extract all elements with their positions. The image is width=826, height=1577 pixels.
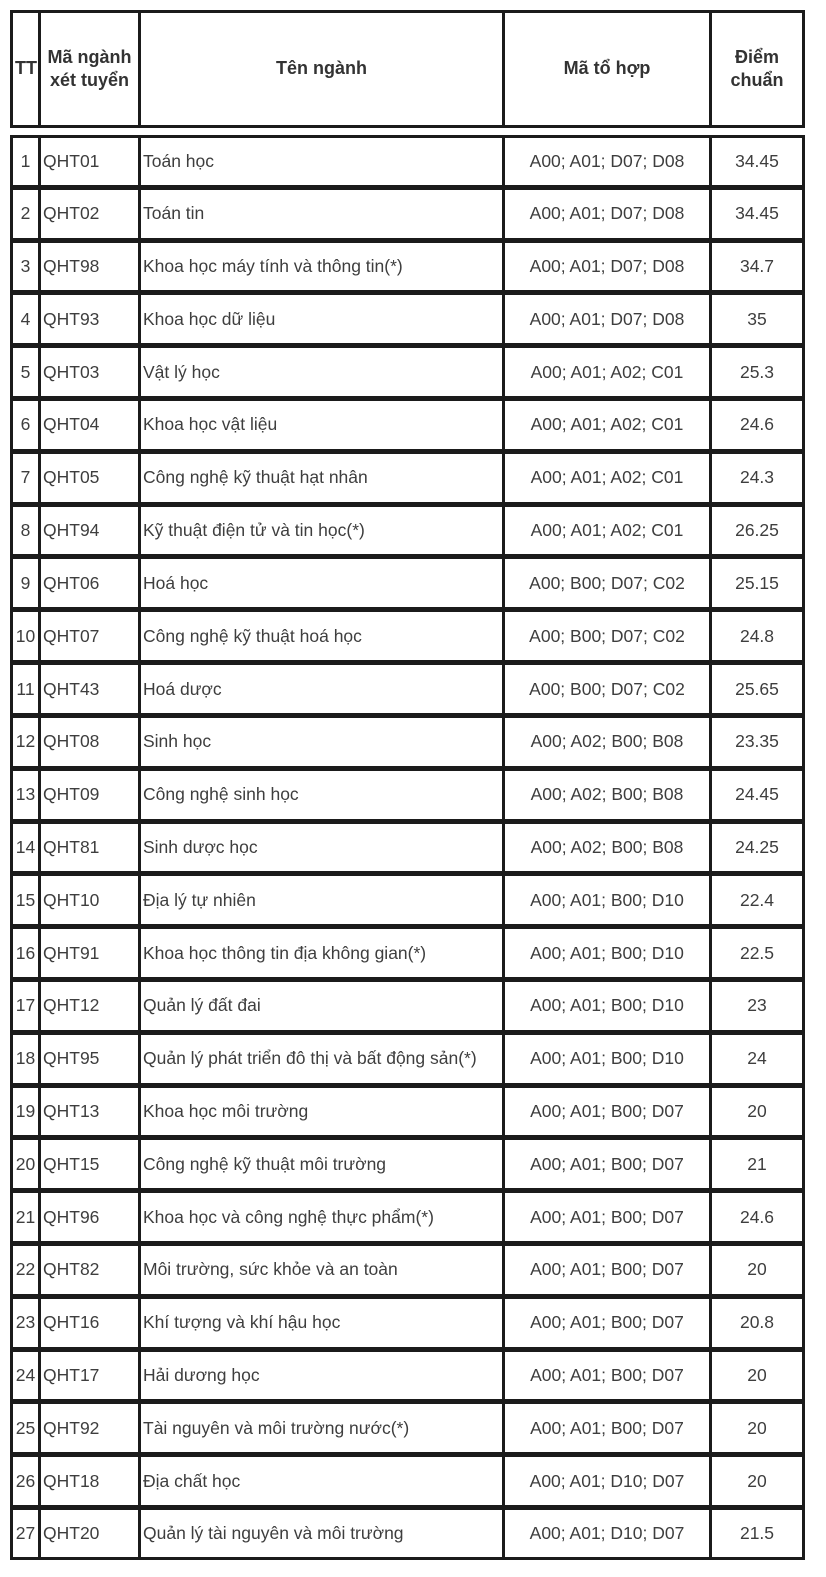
cell-tt: 20	[12, 1138, 40, 1191]
cell-major-name: Khí tượng và khí hậu học	[140, 1296, 504, 1349]
table-row	[12, 1402, 804, 1455]
cell-benchmark-score: 25.15	[711, 557, 804, 610]
cell-subject-combo: A00; A01; B00; D10	[504, 979, 711, 1032]
cell-major-code: QHT07	[40, 610, 140, 663]
cell-major-code: QHT82	[40, 1244, 140, 1297]
cell-major-name: Vật lý học	[140, 346, 504, 399]
cell-major-name: Khoa học môi trường	[140, 1085, 504, 1138]
admission-scores-table	[10, 10, 802, 1560]
cell-subject-combo: A00; A02; B00; B08	[504, 768, 711, 821]
table-row	[12, 1191, 804, 1244]
cell-major-name: Khoa học và công nghệ thực phẩm(*)	[140, 1191, 504, 1244]
cell-major-code: QHT04	[40, 399, 140, 452]
cell-major-name: Công nghệ kỹ thuật hạt nhân	[140, 451, 504, 504]
cell-tt: 17	[12, 979, 40, 1032]
table-row	[12, 240, 804, 293]
cell-subject-combo: A00; B00; D07; C02	[504, 557, 711, 610]
cell-tt: 6	[12, 399, 40, 452]
cell-subject-combo: A00; A02; B00; B08	[504, 821, 711, 874]
cell-major-code: QHT93	[40, 293, 140, 346]
table-row	[12, 504, 804, 557]
cell-benchmark-score: 20.8	[711, 1296, 804, 1349]
cell-benchmark-score: 24.3	[711, 451, 804, 504]
cell-tt: 1	[12, 137, 40, 188]
cell-major-code: QHT98	[40, 240, 140, 293]
column-header-name: Tên ngành	[140, 12, 504, 127]
table-row	[12, 1508, 804, 1559]
cell-major-name: Khoa học thông tin địa không gian(*)	[140, 927, 504, 980]
cell-benchmark-score: 25.65	[711, 663, 804, 716]
cell-major-name: Kỹ thuật điện tử và tin học(*)	[140, 504, 504, 557]
cell-major-code: QHT02	[40, 187, 140, 240]
cell-tt: 15	[12, 874, 40, 927]
cell-benchmark-score: 26.25	[711, 504, 804, 557]
cell-tt: 22	[12, 1244, 40, 1297]
cell-tt: 5	[12, 346, 40, 399]
cell-subject-combo: A00; A01; A02; C01	[504, 399, 711, 452]
cell-major-name: Tài nguyên và môi trường nước(*)	[140, 1402, 504, 1455]
cell-major-code: QHT17	[40, 1349, 140, 1402]
cell-tt: 14	[12, 821, 40, 874]
table-row	[12, 1138, 804, 1191]
cell-tt: 11	[12, 663, 40, 716]
cell-subject-combo: A00; A01; D07; D08	[504, 293, 711, 346]
cell-major-name: Công nghệ kỹ thuật môi trường	[140, 1138, 504, 1191]
cell-subject-combo: A00; A01; B00; D07	[504, 1402, 711, 1455]
cell-benchmark-score: 34.45	[711, 187, 804, 240]
table-row	[12, 1455, 804, 1508]
cell-benchmark-score: 24.25	[711, 821, 804, 874]
cell-tt: 23	[12, 1296, 40, 1349]
cell-tt: 9	[12, 557, 40, 610]
cell-benchmark-score: 24.8	[711, 610, 804, 663]
column-header-score: Điểm chuẩn	[711, 12, 804, 127]
cell-major-code: QHT96	[40, 1191, 140, 1244]
cell-tt: 3	[12, 240, 40, 293]
table-row	[12, 137, 804, 188]
table-row	[12, 293, 804, 346]
cell-tt: 21	[12, 1191, 40, 1244]
cell-benchmark-score: 22.5	[711, 927, 804, 980]
cell-major-name: Công nghệ kỹ thuật hoá học	[140, 610, 504, 663]
table-row	[12, 979, 804, 1032]
cell-subject-combo: A00; A01; B00; D07	[504, 1244, 711, 1297]
cell-major-code: QHT03	[40, 346, 140, 399]
cell-subject-combo: A00; A01; B00; D10	[504, 1032, 711, 1085]
cell-tt: 2	[12, 187, 40, 240]
cell-subject-combo: A00; A01; D07; D08	[504, 187, 711, 240]
table-row	[12, 663, 804, 716]
cell-tt: 10	[12, 610, 40, 663]
cell-subject-combo: A00; A01; D10; D07	[504, 1455, 711, 1508]
cell-major-code: QHT18	[40, 1455, 140, 1508]
table-row	[12, 187, 804, 240]
cell-major-code: QHT81	[40, 821, 140, 874]
table-row	[12, 874, 804, 927]
cell-benchmark-score: 25.3	[711, 346, 804, 399]
cell-major-name: Hải dương học	[140, 1349, 504, 1402]
table-row	[12, 346, 804, 399]
cell-benchmark-score: 24.6	[711, 399, 804, 452]
cell-major-code: QHT10	[40, 874, 140, 927]
cell-major-name: Khoa học vật liệu	[140, 399, 504, 452]
cell-major-code: QHT43	[40, 663, 140, 716]
cell-subject-combo: A00; B00; D07; C02	[504, 610, 711, 663]
table-body	[10, 135, 805, 1560]
cell-major-code: QHT92	[40, 1402, 140, 1455]
cell-subject-combo: A00; A01; A02; C01	[504, 346, 711, 399]
cell-tt: 24	[12, 1349, 40, 1402]
table-row	[12, 610, 804, 663]
cell-benchmark-score: 21	[711, 1138, 804, 1191]
cell-tt: 12	[12, 715, 40, 768]
cell-tt: 18	[12, 1032, 40, 1085]
cell-major-name: Sinh dược học	[140, 821, 504, 874]
cell-major-code: QHT08	[40, 715, 140, 768]
cell-benchmark-score: 23	[711, 979, 804, 1032]
cell-benchmark-score: 20	[711, 1455, 804, 1508]
cell-subject-combo: A00; A01; B00; D07	[504, 1296, 711, 1349]
column-header-combo: Mã tổ hợp	[504, 12, 711, 127]
table-row	[12, 821, 804, 874]
cell-tt: 25	[12, 1402, 40, 1455]
cell-major-name: Quản lý phát triển đô thị và bất động sản(*)	[140, 1032, 504, 1085]
cell-subject-combo: A00; A01; B00; D07	[504, 1138, 711, 1191]
cell-major-name: Khoa học dữ liệu	[140, 293, 504, 346]
cell-major-code: QHT91	[40, 927, 140, 980]
cell-subject-combo: A00; A01; B00; D10	[504, 874, 711, 927]
cell-subject-combo: A00; A01; B00; D10	[504, 927, 711, 980]
table-row	[12, 768, 804, 821]
cell-tt: 4	[12, 293, 40, 346]
cell-tt: 27	[12, 1508, 40, 1559]
cell-benchmark-score: 24.6	[711, 1191, 804, 1244]
cell-major-name: Địa lý tự nhiên	[140, 874, 504, 927]
cell-subject-combo: A00; A01; B00; D07	[504, 1349, 711, 1402]
cell-major-name: Sinh học	[140, 715, 504, 768]
cell-major-name: Hoá học	[140, 557, 504, 610]
cell-major-code: QHT06	[40, 557, 140, 610]
cell-major-code: QHT95	[40, 1032, 140, 1085]
cell-subject-combo: A00; A01; D10; D07	[504, 1508, 711, 1559]
cell-benchmark-score: 24.45	[711, 768, 804, 821]
cell-tt: 26	[12, 1455, 40, 1508]
cell-benchmark-score: 21.5	[711, 1508, 804, 1559]
cell-major-name: Môi trường, sức khỏe và an toàn	[140, 1244, 504, 1297]
cell-benchmark-score: 20	[711, 1244, 804, 1297]
cell-major-code: QHT16	[40, 1296, 140, 1349]
cell-subject-combo: A00; A01; A02; C01	[504, 451, 711, 504]
column-header-code: Mã ngành xét tuyển	[40, 12, 140, 127]
table-header	[10, 10, 805, 128]
table-row	[12, 1349, 804, 1402]
cell-major-code: QHT15	[40, 1138, 140, 1191]
cell-major-name: Toán học	[140, 137, 504, 188]
table-row	[12, 399, 804, 452]
cell-benchmark-score: 23.35	[711, 715, 804, 768]
cell-major-code: QHT09	[40, 768, 140, 821]
cell-major-code: QHT12	[40, 979, 140, 1032]
cell-major-code: QHT05	[40, 451, 140, 504]
cell-benchmark-score: 34.7	[711, 240, 804, 293]
table-row	[12, 715, 804, 768]
cell-major-name: Toán tin	[140, 187, 504, 240]
table-row	[12, 927, 804, 980]
cell-subject-combo: A00; A01; A02; C01	[504, 504, 711, 557]
cell-benchmark-score: 34.45	[711, 137, 804, 188]
table-row	[12, 557, 804, 610]
table-row	[12, 1296, 804, 1349]
cell-major-name: Công nghệ sinh học	[140, 768, 504, 821]
column-header-tt: TT	[12, 12, 40, 127]
cell-major-name: Quản lý tài nguyên và môi trường	[140, 1508, 504, 1559]
cell-major-name: Quản lý đất đai	[140, 979, 504, 1032]
cell-major-code: QHT01	[40, 137, 140, 188]
cell-major-code: QHT20	[40, 1508, 140, 1559]
cell-subject-combo: A00; A01; D07; D08	[504, 137, 711, 188]
cell-subject-combo: A00; A01; D07; D08	[504, 240, 711, 293]
cell-subject-combo: A00; A02; B00; B08	[504, 715, 711, 768]
cell-subject-combo: A00; B00; D07; C02	[504, 663, 711, 716]
header-row	[12, 12, 804, 127]
cell-subject-combo: A00; A01; B00; D07	[504, 1191, 711, 1244]
table-row	[12, 1244, 804, 1297]
cell-tt: 8	[12, 504, 40, 557]
cell-benchmark-score: 20	[711, 1349, 804, 1402]
cell-tt: 7	[12, 451, 40, 504]
cell-major-code: QHT13	[40, 1085, 140, 1138]
cell-tt: 19	[12, 1085, 40, 1138]
cell-major-name: Hoá dược	[140, 663, 504, 716]
cell-benchmark-score: 20	[711, 1402, 804, 1455]
cell-major-name: Khoa học máy tính và thông tin(*)	[140, 240, 504, 293]
cell-benchmark-score: 22.4	[711, 874, 804, 927]
cell-tt: 16	[12, 927, 40, 980]
cell-benchmark-score: 20	[711, 1085, 804, 1138]
table-row	[12, 1085, 804, 1138]
cell-benchmark-score: 35	[711, 293, 804, 346]
cell-tt: 13	[12, 768, 40, 821]
table-row	[12, 1032, 804, 1085]
cell-benchmark-score: 24	[711, 1032, 804, 1085]
cell-subject-combo: A00; A01; B00; D07	[504, 1085, 711, 1138]
cell-major-code: QHT94	[40, 504, 140, 557]
table-row	[12, 451, 804, 504]
cell-major-name: Địa chất học	[140, 1455, 504, 1508]
